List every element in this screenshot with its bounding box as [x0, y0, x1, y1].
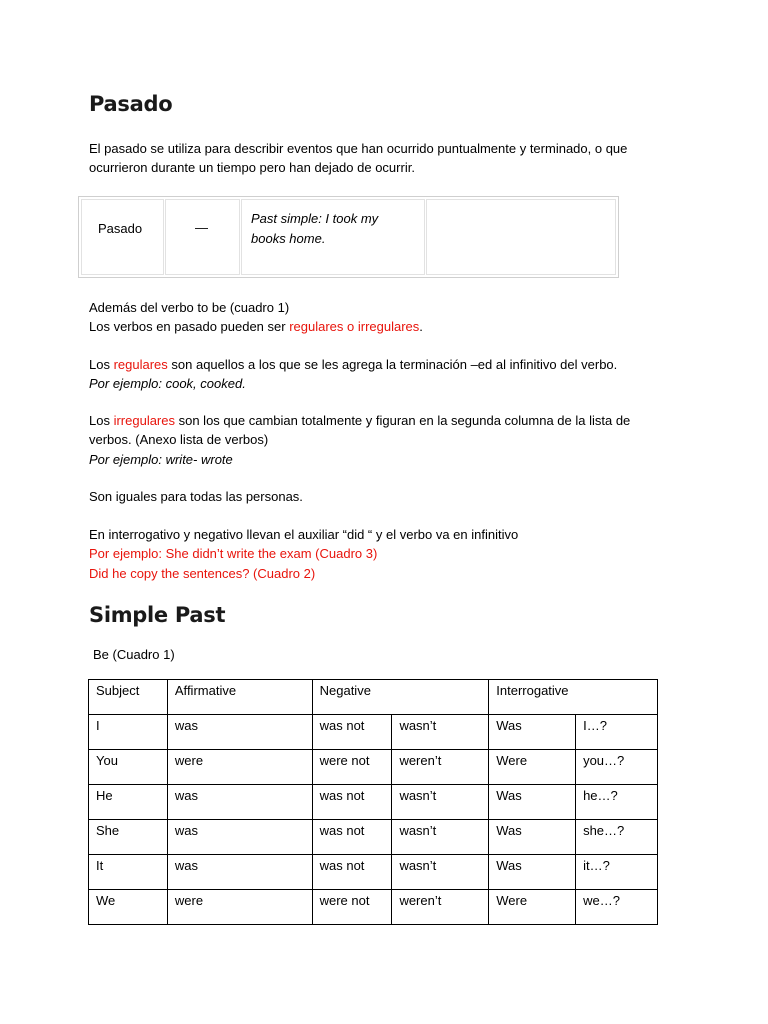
- header-interrogative: Interrogative: [489, 680, 658, 715]
- intro-line-1: El pasado se utiliza para describir eventos que han ocurrido puntualmente y terminado, o que: [89, 141, 628, 156]
- p1-line-2-text: Los verbos en pasado pueden ser: [89, 319, 290, 334]
- be-caption: Be (Cuadro 1): [93, 647, 175, 662]
- table-cell: We: [89, 890, 168, 925]
- table-cell: wasn’t: [392, 855, 489, 890]
- table-cell: was: [167, 855, 312, 890]
- header-subject: Subject: [89, 680, 168, 715]
- be-table: [88, 679, 658, 925]
- table-row: [89, 750, 658, 785]
- table-cell: Was: [489, 715, 576, 750]
- summary-cell-1: [81, 199, 164, 275]
- p1-line-2: [89, 317, 423, 336]
- p3-line-1: [89, 411, 630, 430]
- table-row: [89, 785, 658, 820]
- table-cell: she…?: [576, 820, 658, 855]
- summary-cell-4: [426, 199, 616, 275]
- p3-red-text: irregulares: [113, 413, 175, 428]
- summary-cell-3-text: [251, 209, 378, 249]
- p1-line-1: Además del verbo to be (cuadro 1): [89, 300, 290, 315]
- p3-post: son los que cambian totalmente y figuran en la segunda columna de la lista de: [175, 413, 631, 428]
- table-cell: Was: [489, 820, 576, 855]
- header-affirmative: Affirmative: [167, 680, 312, 715]
- summary-cell-3-line-2: books home.: [251, 231, 326, 246]
- p2-pre: Los: [89, 357, 114, 372]
- p3-line-2: verbos. (Anexo lista de verbos): [89, 432, 269, 447]
- p4-line: Son iguales para todas las personas.: [89, 489, 303, 504]
- p2-line-1: [89, 355, 617, 374]
- table-cell: was not: [312, 820, 392, 855]
- table-row: [89, 890, 658, 925]
- header-negative: Negative: [312, 680, 489, 715]
- table-cell: were: [167, 890, 312, 925]
- table-cell: was not: [312, 715, 392, 750]
- p3-pre: Los: [89, 413, 114, 428]
- table-row: [89, 820, 658, 855]
- p1-line-2-end: .: [419, 319, 423, 334]
- summary-cell-1-text: Pasado: [98, 221, 143, 236]
- table-cell: Was: [489, 855, 576, 890]
- table-cell: He: [89, 785, 168, 820]
- heading-simple-past: Simple Past: [89, 603, 226, 627]
- table-cell: She: [89, 820, 168, 855]
- table-cell: weren’t: [392, 750, 489, 785]
- p3-example: Por ejemplo: write- wrote: [89, 452, 233, 467]
- table-cell: Were: [489, 890, 576, 925]
- table-cell: he…?: [576, 785, 658, 820]
- table-cell: wasn’t: [392, 785, 489, 820]
- be-table-header-row: [89, 680, 658, 715]
- table-cell: were not: [312, 890, 392, 925]
- table-cell: Were: [489, 750, 576, 785]
- table-cell: were not: [312, 750, 392, 785]
- table-cell: was: [167, 785, 312, 820]
- table-cell: were: [167, 750, 312, 785]
- p2-red-text: regulares: [113, 357, 168, 372]
- intro-line-2: ocurrieron durante un tiempo pero han dejado de ocurrir.: [89, 160, 415, 175]
- heading-pasado: Pasado: [89, 92, 173, 116]
- table-cell: I…?: [576, 715, 658, 750]
- table-cell: it…?: [576, 855, 658, 890]
- p2-example: Por ejemplo: cook, cooked.: [89, 376, 246, 391]
- table-row: [89, 715, 658, 750]
- table-cell: wasn’t: [392, 715, 489, 750]
- table-cell: It: [89, 855, 168, 890]
- p5-line-2: Por ejemplo: She didn’t write the exam (Cuadro 3): [89, 546, 378, 561]
- summary-cell-2-text: —: [195, 220, 208, 235]
- summary-cell-3: [241, 199, 425, 275]
- p5-line-3: Did he copy the sentences? (Cuadro 2): [89, 566, 316, 581]
- table-cell: we…?: [576, 890, 658, 925]
- table-cell: was not: [312, 855, 392, 890]
- table-cell: wasn’t: [392, 820, 489, 855]
- summary-table: [78, 196, 619, 278]
- table-cell: You: [89, 750, 168, 785]
- table-row: [89, 855, 658, 890]
- summary-cell-3-line-1: Past simple: I took my: [251, 211, 379, 226]
- p5-line-1: En interrogativo y negativo llevan el auxiliar “did “ y el verbo va en infinitivo: [89, 527, 519, 542]
- p2-post: son aquellos a los que se les agrega la terminación –ed al infinitivo del verbo.: [167, 357, 618, 372]
- table-cell: Was: [489, 785, 576, 820]
- table-cell: was: [167, 820, 312, 855]
- table-cell: was not: [312, 785, 392, 820]
- p1-red-text: regulares o irregulares: [289, 319, 420, 334]
- table-cell: was: [167, 715, 312, 750]
- table-cell: I: [89, 715, 168, 750]
- summary-cell-2: [165, 199, 240, 275]
- table-cell: weren’t: [392, 890, 489, 925]
- table-cell: you…?: [576, 750, 658, 785]
